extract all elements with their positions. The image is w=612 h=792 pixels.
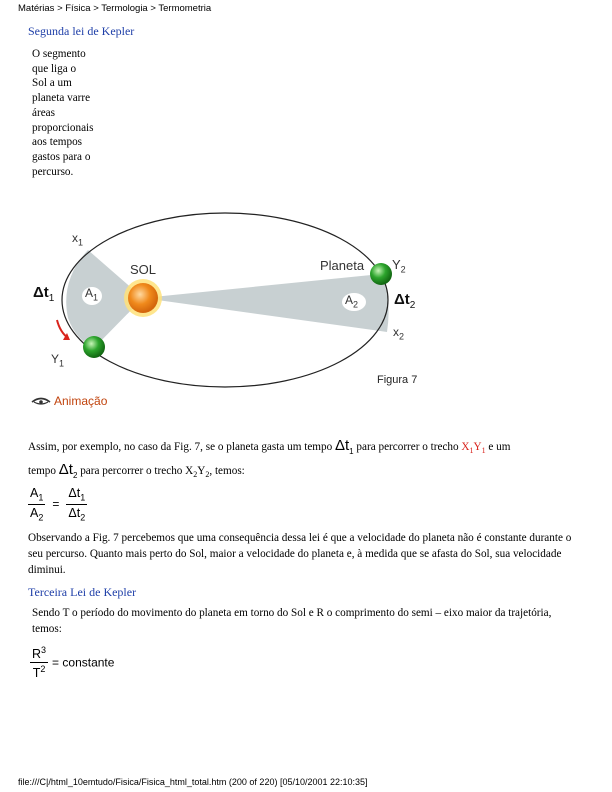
label-y1: $Y_1$ xyxy=(51,352,65,369)
intro-line: gastos para o xyxy=(32,150,91,163)
constante-text: = constante xyxy=(52,655,115,670)
equation-third-law xyxy=(30,645,114,680)
delta-t1-inline: $\Delta t_1$ xyxy=(334,437,354,456)
intro-line: O segmento xyxy=(32,48,86,60)
animation-link[interactable] xyxy=(31,394,107,408)
paragraph-observation: Observando a Fig. 7 percebemos que uma consequência dessa lei é que a velocidade do planeta não é constante durante o seu percurso. Quanto mais perto do Sol, maior a velocidade do planeta e, à medida que se afasta do Sol, sua velocidade diminui. xyxy=(28,532,572,576)
footer-file-path: file:///C|/html_10emtudo/Fisica/Fisica_html_total.htm (200 of 220) [05/10/2001 22:10:35] xyxy=(18,777,368,787)
planet-icon-top xyxy=(370,263,392,285)
intro-line: planeta varre xyxy=(32,92,91,105)
equation-area-time-ratio xyxy=(28,486,87,522)
label-planet: Planeta xyxy=(320,258,365,273)
label-x2: $x_2$ xyxy=(393,325,405,342)
eye-icon xyxy=(31,396,51,406)
x1y1-inline: $X_1Y_1$ xyxy=(461,441,486,456)
label-a1: $A_1$ xyxy=(85,286,99,303)
section-title-segunda-lei: Segunda lei de Kepler xyxy=(28,24,135,38)
label-delta-t2: $\Delta t_2$ xyxy=(394,291,416,311)
intro-line: percurso. xyxy=(32,165,74,178)
label-y2: $Y_2$ xyxy=(392,257,406,275)
delta-t2-inline: $\Delta t_2$ xyxy=(58,461,78,480)
equals-sign: = xyxy=(52,497,60,511)
label-x1: $x_1$ xyxy=(72,231,84,248)
sun-body xyxy=(128,283,158,313)
time-fraction: $\frac{\Delta t_1}{\Delta t_2}$ xyxy=(68,486,86,522)
intro-line: que liga o xyxy=(32,62,77,75)
planet-icon-bottom xyxy=(83,336,105,358)
figure-caption: Figura 7 xyxy=(377,374,418,386)
section-title-terceira-lei: Terceira Lei de Kepler xyxy=(28,585,137,599)
breadcrumb: Matérias > Física > Termologia > Termometria xyxy=(18,3,212,14)
area-fraction: $\frac{A_1}{A_2}$ xyxy=(30,486,44,522)
r3-t2-fraction: $\frac{R^3}{T^2}$ xyxy=(32,645,47,681)
intro-line: Sol a um xyxy=(32,77,72,90)
paragraph-third-law: Sendo T o período do movimento do planeta em torno do Sol e R o comprimento do semi – eixo maior da trajetória, temos: xyxy=(32,607,552,635)
label-a2: $A_2$ xyxy=(345,293,359,310)
paragraph-kepler-example: Assim, por exemplo, no caso da Fig. 7, se o planeta gasta um tempo $\Delta t_1$ para percorrer o trecho $X_1Y_1$ e um tempo $\Delta t_2$ para percorrer o trecho $X_2Y_2$, temos: xyxy=(28,437,511,480)
intro-line: áreas xyxy=(32,106,55,119)
animation-link-label[interactable]: Animação xyxy=(54,394,108,408)
intro-line: proporcionais xyxy=(32,121,94,134)
label-sun: SOL xyxy=(130,262,157,277)
intro-line: aos tempos xyxy=(32,136,83,149)
label-delta-t1: $\Delta t_1$ xyxy=(33,284,55,304)
